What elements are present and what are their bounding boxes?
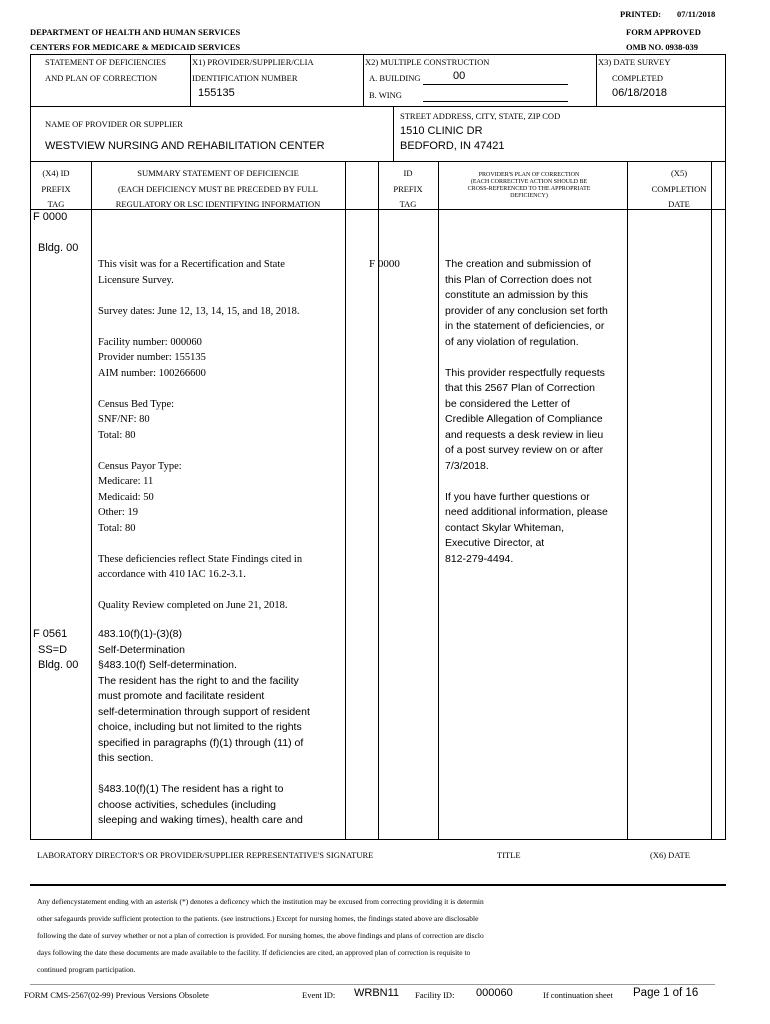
department-title: DEPARTMENT OF HEALTH AND HUMAN SERVICES bbox=[30, 27, 241, 37]
tag-f0561-bldg: Bldg. 00 bbox=[38, 659, 79, 671]
plan-header-line: CROSS-REFERENCED TO THE APPROPRIATE bbox=[467, 186, 591, 192]
plan-of-correction: The creation and submission of this Plan of Correction does not constitute an admission by this provider of any conclusion set forth in the statement of deficiencies, or of any violation of regulation. This provider respectfully requests that this 2567 Plan of Correction be considered the Letter of Credible Allegation of Compliance and requests a desk review in lieu of a post survey review on or after 7/3/2018. If you have further questions or need additional information, please contact Skylar Whiteman, Executive Director, at 812-279-4494. bbox=[445, 258, 608, 565]
signature-label: LABORATORY DIRECTOR'S OR PROVIDER/SUPPLIER REPRESENTATIVE'S SIGNATURE bbox=[37, 850, 374, 860]
bldg-label: Bldg. 00 bbox=[38, 242, 79, 254]
regulation-text: 483.10(f)(1)-(3)(8) Self-Determination §483.10(f) Self-determination. The resident has the right to and the facility must promote and facilitate resident self-determination through support of resident choice, including but not limited to the rights specified in paragraphs (f)(1) through (11) of this section. §483.10(f)(1) The resident has a right to choose activities, schedules (including sleeping and waking times), health care and bbox=[98, 628, 310, 826]
wing-underline bbox=[423, 101, 568, 102]
column-divider bbox=[438, 161, 439, 840]
disclaimer-line: days following the date these documents are made available to the facility. If deficiencies are cited, an approved plan of correction is requisite to bbox=[37, 948, 471, 957]
x5-header-line: DATE bbox=[668, 199, 690, 209]
divider bbox=[363, 54, 364, 106]
summary-header-line: (EACH DEFICIENCY MUST BE PRECEDED BY FULL bbox=[118, 183, 318, 194]
plan-header-line: DEFICIENCY) bbox=[510, 193, 548, 199]
right-border bbox=[725, 54, 726, 840]
building-label: A. BUILDING bbox=[369, 73, 421, 83]
disclaimer-line: continued program participation. bbox=[37, 965, 136, 974]
x5-header-line: COMPLETION bbox=[651, 183, 707, 194]
footer-rule bbox=[30, 984, 715, 985]
statement-label-2: AND PLAN OF CORRECTION bbox=[45, 73, 158, 83]
x3-value: 06/18/2018 bbox=[612, 87, 668, 99]
disclaimer-line: other safegaurds provide sufficient protection to the patients. (see instructions.) Except for nursing homes, the findings stated above are disclosable bbox=[37, 914, 479, 923]
column-divider bbox=[345, 161, 346, 840]
address-line-1: 1510 CLINIC DR bbox=[400, 125, 483, 137]
tag-f0561-id: F 0561 bbox=[33, 628, 68, 640]
id-tag-f0000: F 0000 bbox=[369, 258, 400, 270]
x4-header-line: PREFIX bbox=[41, 183, 71, 194]
column-divider bbox=[711, 161, 712, 840]
form-approved: FORM APPROVED bbox=[626, 27, 701, 37]
column-divider bbox=[91, 161, 92, 840]
divider bbox=[393, 106, 394, 161]
facility-id-label: Facility ID: bbox=[415, 990, 455, 1000]
disclaimer-line: following the date of survey whether or not a plan of correction is provided. For nursing homes, the above findings and plans of correction are disclo bbox=[37, 931, 484, 940]
continuation-label: If continuation sheet bbox=[543, 990, 613, 1000]
x1-value: 155135 bbox=[198, 87, 235, 99]
wing-label: B. WING bbox=[369, 90, 402, 100]
disclaimer-line: Any defiencystatement ending with an asterisk (*) denotes a deficency which the institution may be excused from correcting providing it is determin bbox=[37, 897, 484, 906]
plan-header bbox=[440, 172, 618, 200]
x5-header-line: (X5) bbox=[670, 168, 688, 178]
omb-number: OMB NO. 0938-039 bbox=[626, 42, 699, 52]
printed-label: PRINTED: bbox=[620, 9, 662, 19]
summary-header bbox=[92, 166, 344, 213]
tag-f0561 bbox=[33, 627, 78, 674]
x4-header-line: TAG bbox=[47, 199, 65, 209]
x1-label-2: IDENTIFICATION NUMBER bbox=[192, 73, 298, 83]
x4-header-line: (X4) ID bbox=[42, 168, 70, 178]
summary-header-line: SUMMARY STATEMENT OF DEFICIENCIE bbox=[137, 168, 299, 178]
x4-header bbox=[31, 166, 81, 213]
tag-f0000: F 0000 bbox=[33, 211, 68, 223]
x1-label-1: X1) PROVIDER/SUPPLIER/CLIA bbox=[192, 57, 314, 67]
body-bottom-rule bbox=[30, 839, 726, 840]
facility-id-value: 000060 bbox=[476, 987, 513, 999]
x2-label: X2) MULTIPLE CONSTRUCTION bbox=[365, 57, 490, 67]
centers-title: CENTERS FOR MEDICARE & MEDICAID SERVICES bbox=[30, 42, 241, 52]
id-header-line: TAG bbox=[399, 199, 417, 209]
id-header-line: ID bbox=[403, 168, 413, 178]
id-header-line: PREFIX bbox=[393, 183, 423, 194]
x5-header bbox=[646, 166, 712, 213]
provider-name: WESTVIEW NURSING AND REHABILITATION CENTER bbox=[45, 140, 325, 152]
divider bbox=[596, 54, 597, 106]
building-underline bbox=[423, 84, 568, 85]
page-number: Page 1 of 16 bbox=[633, 987, 699, 999]
statement-label-1: STATEMENT OF DEFICIENCIES bbox=[45, 57, 167, 67]
event-id-label: Event ID: bbox=[302, 990, 336, 1000]
form-number: FORM CMS-2567(02-99) Previous Versions Obsolete bbox=[24, 990, 209, 1000]
id-header bbox=[379, 166, 437, 213]
signature-rule bbox=[30, 884, 726, 886]
box-top-rule bbox=[30, 54, 726, 55]
title-label: TITLE bbox=[497, 850, 521, 860]
plan-header-line: (EACH CORRECTIVE ACTION SHOULD BE bbox=[470, 179, 588, 185]
event-id-value: WRBN11 bbox=[354, 987, 400, 999]
header-bottom-rule bbox=[30, 209, 726, 210]
box-rule bbox=[30, 106, 726, 107]
summary-statement: This visit was for a Recertification and State Licensure Survey. Survey dates: June 12, 13, 14, 15, and 18, 2018. Facility number: 000060 Provider number: 155135 AIM number: 100266600 Census Bed Type: SNF/NF: 80 Total: 80 Census Payor Type: Medicare: 11 Medicaid: 50 Other: 19 Total: 80 These deficiencies reflect State Findings cited in accordance with 410 IAC 16.2-3.1. Quality Review completed on June 21, 2018. bbox=[98, 259, 303, 611]
divider bbox=[190, 54, 191, 106]
disclaimer bbox=[37, 893, 737, 978]
plan-header-line: PROVIDER'S PLAN OF CORRECTION bbox=[478, 172, 580, 178]
provider-label: NAME OF PROVIDER OR SUPPLIER bbox=[45, 119, 183, 129]
column-divider bbox=[627, 161, 628, 840]
address-label: STREET ADDRESS, CITY, STATE, ZIP COD bbox=[400, 111, 561, 121]
x6-date-label: (X6) DATE bbox=[650, 850, 690, 860]
x3-label-2: COMPLETED bbox=[612, 73, 663, 83]
summary-header-line: REGULATORY OR LSC IDENTIFYING INFORMATION bbox=[115, 199, 321, 209]
printed-date: 07/11/2018 bbox=[677, 9, 716, 19]
address-line-2: BEDFORD, IN 47421 bbox=[400, 140, 505, 152]
tag-f0561-scope: SS=D bbox=[38, 643, 68, 656]
x3-label-1: X3) DATE SURVEY bbox=[598, 57, 671, 67]
building-value: 00 bbox=[453, 70, 466, 82]
